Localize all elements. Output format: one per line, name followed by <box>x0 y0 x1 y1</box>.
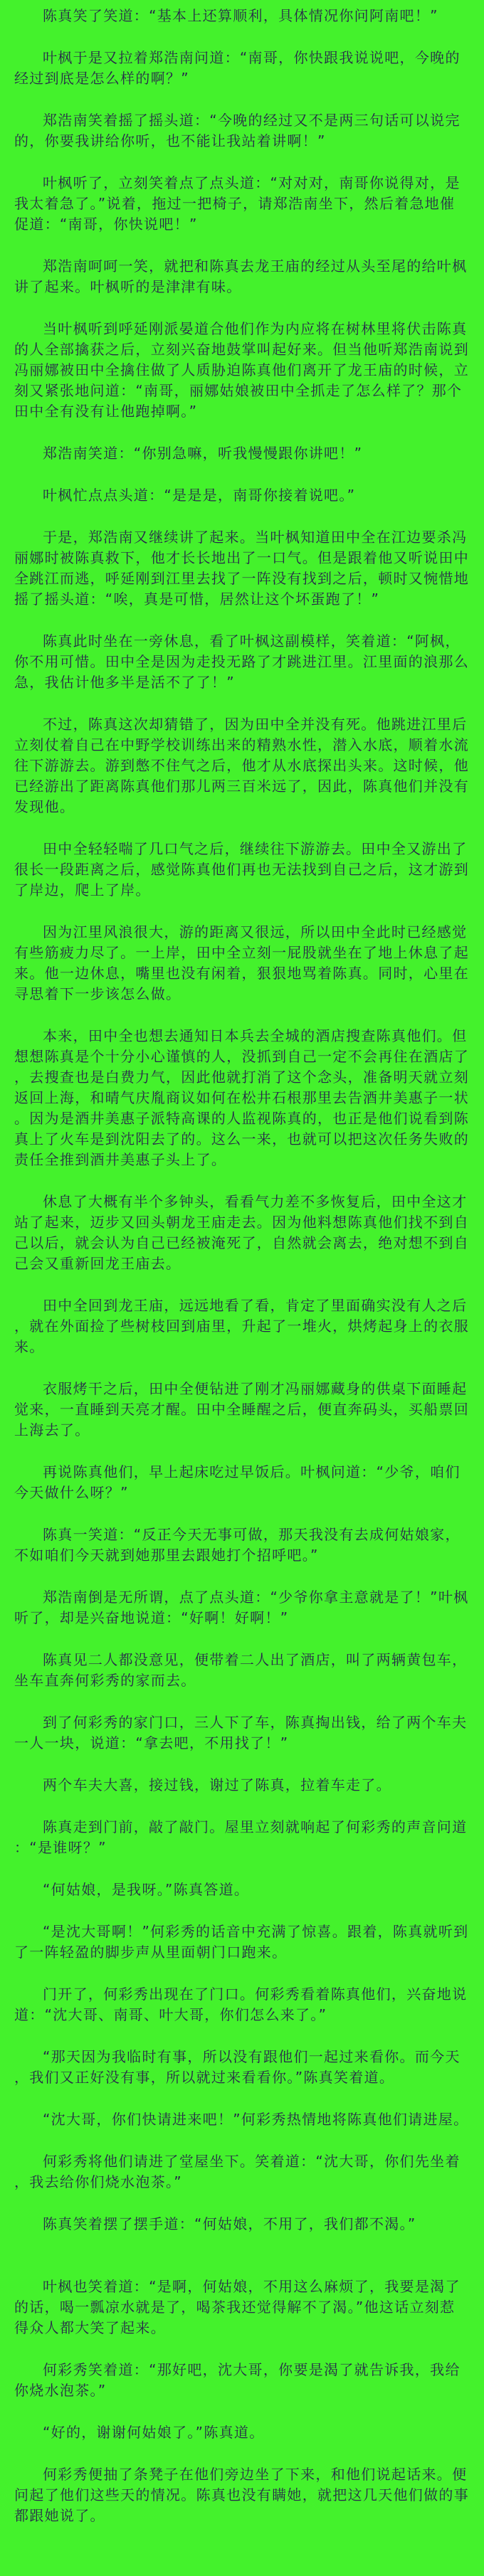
paragraph: 郑浩南笑着摇了摇头道：“今晚的经过又不是两三句话可以说完的，你要我讲给你听，也不能让我站着讲啊！” <box>14 112 461 149</box>
paragraph: “沈大哥，你们快请进来吧！”何彩秀热情地将陈真他们请进屋。 <box>43 2111 469 2128</box>
paragraph: 门开了，何彩秀出现在了门口。何彩秀看着陈真他们，兴奋地说道：“沈大哥、南哥、叶大哥，你们怎么来了。” <box>14 1986 468 2023</box>
paragraph: 本来，田中全也想去通知日本兵去全城的酒店搜查陈真他们。但想想陈真是个十分小心谨慎的人，没抓到自己一定不会再住在酒店了，去搜查也是白费力气，因此他就打消了这个念头，准备明天就立刻返回上海，和晴气庆胤商议如何在松井石根那里去告酒井美惠子一状。因为是酒井美惠子派特高课的人监视陈真的，也正是他们说看到陈真上了火车是到沈阳去了的。这么一来，也就可以把这次任务失败的责任全推到酒井美惠子头上了。 <box>14 1027 469 1168</box>
paragraph: 休息了大概有半个多钟头，看看气力差不多恢复后，田中全这才站了起来，迈步又回头朝龙王庙走去。因为他料想陈真他们找不到自己以后，就会认为自己已经被淹死了，自然就会离去，绝对想不到自己会又重新回龙王庙去。 <box>14 1193 469 1272</box>
paragraph: 再说陈真他们，早上起床吃过早饭后。叶枫问道：“少爷，咱们今天做什么呀？” <box>14 1463 461 1501</box>
paragraph: 何彩秀将他们请进了堂屋坐下。笑着道：“沈大哥，你们先坐着，我去给你们烧水泡茶。” <box>14 2153 461 2190</box>
paragraph: 于是，郑浩南又继续讲了起来。当叶枫知道田中全在江边要杀冯丽娜时被陈真救下，他才长长地出了一口气。但是跟着他又听说田中全跳江而逃，呼延刚到江里去找了一阵没有找到之后，顿时又惋惜地摇了摇头道：“唉，真是可惜，居然让这个坏蛋跑了！” <box>14 529 469 608</box>
paragraph: 叶枫忙点点头道：“是是是，南哥你接着说吧。” <box>43 487 356 504</box>
paragraph: “好的，谢谢何姑娘了。”陈真道。 <box>43 2424 265 2441</box>
blank-line <box>14 2256 470 2276</box>
paragraph: 何彩秀便抽了条凳子在他们旁边坐了下来，和他们说起话来。便问起了他们这些天的情况。陈真也没有瞒她，就把这几天他们做的事都跟她说了。 <box>14 2466 469 2524</box>
paragraph: 当叶枫听到呼延刚派晏道合他们作为内应将在树林里将伏击陈真的人全部擒获之后，立刻兴奋地鼓掌叫起好来。但当他听郑浩南说到冯丽娜被田中全擒住做了人质胁迫陈真他们离开了龙王庙的时候，立刻又紧张地问道：“南哥，丽娜姑娘被田中全抓走了怎么样了？那个田中全有没有让他跑掉啊。” <box>14 320 469 420</box>
paragraph: 陈真此时坐在一旁休息，看了叶枫这副模样，笑着道：“阿枫，你不用可惜。田中全是因为走投无路了才跳进江里。江里面的浪那么急，我估计他多半是活不了了！” <box>14 632 469 691</box>
paragraph: 田中全轻轻喘了几口气之后，继续往下游游去。田中全又游出了很长一段距离之后，感觉陈真他们再也无法找到自己之后，这才游到了岸边，爬上了岸。 <box>14 840 469 899</box>
paragraph: 叶枫听了，立刻笑着点了点头道：“对对对，南哥你说得对，是我太着急了。”说着，拖过一把椅子，请郑浩南坐下，然后着急地催促道：“南哥，你快说吧！” <box>14 174 461 233</box>
paragraph: “是沈大哥啊！”何彩秀的话音中充满了惊喜。跟着，陈真就听到了一阵轻盈的脚步声从里面朝门口跑来。 <box>14 1923 469 1961</box>
paragraph: “何姑娘，是我呀。”陈真答道。 <box>43 1881 250 1898</box>
paragraph: 何彩秀笑着道：“那好吧，沈大哥，你要是渴了就告诉我，我给你烧水泡茶。” <box>14 2361 461 2399</box>
paragraph: 郑浩南笑道：“你别急嘛，听我慢慢跟你讲吧！” <box>43 445 363 462</box>
paragraph: 陈真见二人都没意见，便带着二人出了酒店，叫了两辆黄包车，坐车直奔何彩秀的家而去。 <box>14 1651 468 1689</box>
paragraph: 叶枫也笑着道：“是啊，何姑娘，不用这么麻烦了，我要是渴了的话，喝一瓢凉水就是了，喝茶我还觉得解不了渴。”他这话立刻惹得众人都大笑了起来。 <box>14 2278 461 2336</box>
novel-text-body <box>14 6 470 2526</box>
paragraph: 衣服烤干之后，田中全便钻进了刚才冯丽娜藏身的供桌下面睡起觉来，一直睡到天亮才醒。田中全睡醒之后，便直奔码头，买船票回上海去了。 <box>14 1380 469 1438</box>
paragraph: “那天因为我临时有事，所以没有跟他们一起过来看你。而今天，我们又正好没有事，所以就过来看看你。”陈真笑着道。 <box>14 2048 461 2086</box>
paragraph: 不过，陈真这次却猜错了，因为田中全并没有死。他跳进江里后立刻仗着自己在中野学校训练出来的精熟水性，潜入水底，顺着水流往下游游去。游到憋不住气之后，他才从水底探出头来。这时候，他已经游出了距离陈真他们那儿两三百米远了，因此，陈真他们并没有发现他。 <box>14 716 469 815</box>
paragraph: 到了何彩秀的家门口，三人下了车，陈真掏出钱，给了两个车夫一人一块，说道：“拿去吧，不用找了！” <box>14 1714 468 1751</box>
paragraph: 因为江里风浪很大，游的距离又很远，所以田中全此时已经感觉有些筋疲力尽了。一上岸，田中全立刻一屁股就坐在了地上休息了起来。他一边休息，嘴里也没有闲着，狠狠地骂着陈真。同时，心里在寻思着下一步该怎么做。 <box>14 923 469 1002</box>
paragraph: 田中全回到龙王庙，远远地看了看，肯定了里面确实没有人之后，就在外面捡了些树枝回到庙里，升起了一堆火，烘烤起身上的衣服来。 <box>14 1297 469 1355</box>
paragraph: 陈真笑了笑道：“基本上还算顺利，具体情况你问阿南吧！” <box>43 7 438 24</box>
paragraph: 陈真走到门前，敲了敲门。屋里立刻就响起了何彩秀的声音问道：“是谁呀？” <box>14 1818 468 1856</box>
paragraph: 郑浩南倒是无所谓，点了点头道：“少爷你拿主意就是了！”叶枫听了，却是兴奋地说道：“好啊！好啊！” <box>14 1589 469 1626</box>
paragraph: 陈真笑着摆了摆手道：“何姑娘，不用了，我们都不渴。” <box>43 2215 416 2232</box>
paragraph: 两个车夫大喜，接过钱，谢过了陈真，拉着车走了。 <box>43 1776 391 1793</box>
paragraph: 陈真一笑道：“反正今天无事可做，那天我没有去成何姑娘家，不如咱们今天就到她那里去跟她打个招呼吧。” <box>14 1526 461 1564</box>
paragraph: 叶枫于是又拉着郑浩南问道：“南哥，你快跟我说说吧，今晚的经过到底是怎么样的啊？” <box>14 49 461 87</box>
paragraph: 郑浩南呵呵一笑，就把和陈真去龙王庙的经过从头至尾的给叶枫讲了起来。叶枫听的是津津有味。 <box>14 258 468 295</box>
